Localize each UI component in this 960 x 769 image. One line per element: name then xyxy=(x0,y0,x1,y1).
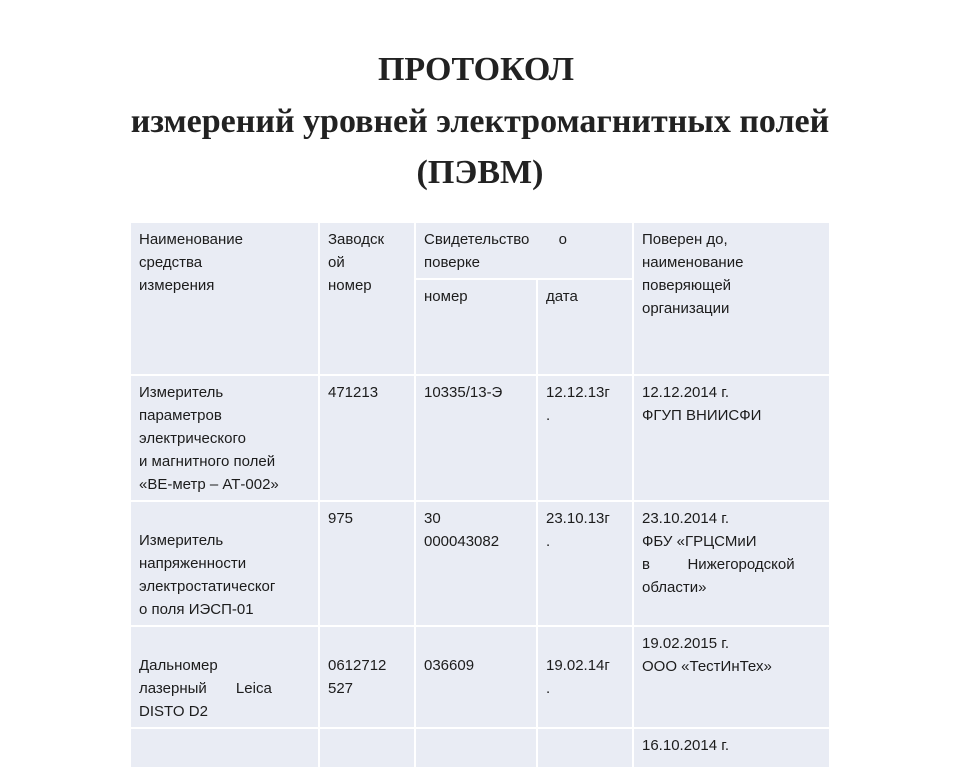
header-verified-until: Поверен до, наименование поверяющей организации xyxy=(633,222,830,375)
row-verified-until: 19.02.2015 г. ООО «ТестИнТех» xyxy=(633,626,830,728)
row-instrument-name: Дальномер лазерный Leica DISTO D2 xyxy=(130,626,319,728)
row-certificate-number: 036609 xyxy=(415,626,537,728)
document-subtitle: измерений уровней электромагнитных полей xyxy=(130,103,830,140)
table-row xyxy=(130,375,830,501)
header-certificate-date: дата xyxy=(537,279,633,375)
row-certificate-date: 23.10.13г . xyxy=(537,501,633,626)
row-instrument-name xyxy=(130,728,319,768)
row-instrument-name: Измеритель параметров электрического и магнитного полей «ВЕ-метр – АТ-002» xyxy=(130,375,319,501)
row-certificate-date: 12.12.13г . xyxy=(537,375,633,501)
row-instrument-name: Измеритель напряженности электростатическог о поля ИЭСП-01 xyxy=(130,501,319,626)
document-subtitle-abbreviation: (ПЭВМ) xyxy=(416,154,544,191)
table-row xyxy=(130,501,830,626)
header-serial-number: Заводск ой номер xyxy=(319,222,415,375)
row-verified-until: 16.10.2014 г. xyxy=(633,728,830,768)
document-title: ПРОТОКОЛ xyxy=(377,51,575,88)
instruments-table xyxy=(129,221,831,769)
row-certificate-number xyxy=(415,728,537,768)
row-verified-until: 23.10.2014 г. ФБУ «ГРЦСМиИ в Нижегородской области» xyxy=(633,501,830,626)
row-certificate-number: 10335/13-Э xyxy=(415,375,537,501)
table-row xyxy=(130,626,830,728)
row-serial-number xyxy=(319,728,415,768)
row-serial-number: 0612712 527 xyxy=(319,626,415,728)
row-serial-number: 975 xyxy=(319,501,415,626)
row-certificate-number: 30 000043082 xyxy=(415,501,537,626)
header-certificate-number: номер xyxy=(415,279,537,375)
row-verified-until: 12.12.2014 г. ФГУП ВНИИСФИ xyxy=(633,375,830,501)
table-row xyxy=(130,728,830,768)
row-serial-number: 471213 xyxy=(319,375,415,501)
row-certificate-date xyxy=(537,728,633,768)
table-header-row xyxy=(130,222,830,279)
header-certificate: Свидетельство о поверке xyxy=(415,222,633,279)
row-certificate-date: 19.02.14г . xyxy=(537,626,633,728)
header-instrument-name: Наименование средства измерения xyxy=(130,222,319,375)
